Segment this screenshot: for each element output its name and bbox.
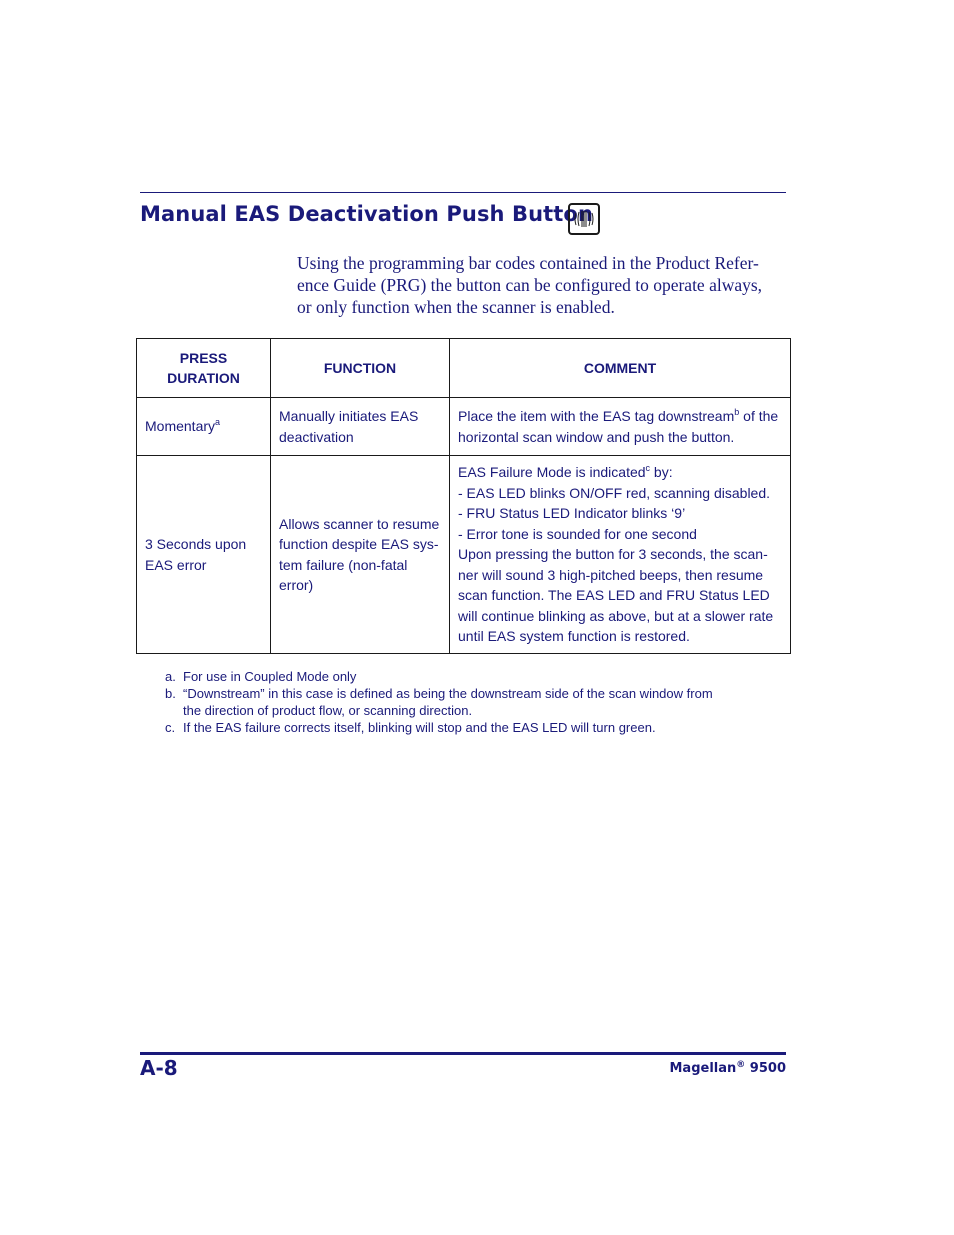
- function-line: function despite EAS sys-: [279, 536, 439, 552]
- comment-text: by:: [650, 464, 673, 481]
- press-line: EAS error: [145, 556, 207, 573]
- function-cell: [271, 398, 450, 456]
- footnote-ref: c: [645, 463, 651, 474]
- footnote-text: the direction of product flow, or scanning direction.: [183, 703, 473, 718]
- bottom-rule: [140, 1052, 786, 1055]
- comment-text: EAS Failure Mode is indicated: [458, 464, 646, 481]
- function-line: error): [279, 577, 314, 593]
- function-line: deactivation: [279, 428, 354, 445]
- header-press-duration: [137, 339, 271, 398]
- comment-cell: [450, 398, 791, 456]
- footnote-c: [165, 719, 713, 736]
- comment-line: horizontal scan window and push the button.: [458, 428, 735, 445]
- press-cell: [137, 456, 271, 654]
- footnotes: [165, 668, 713, 736]
- comment-line: scan function. The EAS LED and FRU Status LED: [458, 587, 770, 604]
- header-press-line1: PRESS: [179, 349, 228, 366]
- registered-mark: ®: [736, 1060, 746, 1070]
- table-header-row: [137, 339, 791, 398]
- function-line: Allows scanner to resume: [279, 515, 440, 532]
- product-name: [670, 1061, 787, 1076]
- comment-cell: [450, 456, 791, 654]
- comment-line: will continue blinking as above, but at a slower rate: [458, 607, 774, 624]
- function-line: tem failure (non-fatal: [279, 556, 408, 573]
- comment-line: ner will sound 3 high-pitched beeps, then resume: [458, 566, 764, 583]
- footnote-text: If the EAS failure corrects itself, blinking will stop and the EAS LED will turn green.: [183, 720, 656, 735]
- comment-text: Place the item with the EAS tag downstream: [458, 408, 735, 424]
- section-title: Manual EAS Deactivation Push Button: [140, 202, 594, 226]
- comment-line: [458, 462, 782, 483]
- model-text: 9500: [745, 1061, 786, 1076]
- press-line: 3 Seconds upon: [145, 536, 247, 552]
- comment-line: Upon pressing the button for 3 seconds, the scan-: [458, 546, 768, 563]
- header-comment: COMMENT: [450, 339, 791, 398]
- header-function: FUNCTION: [271, 339, 450, 398]
- footnote-text: “Downstream” in this case is defined as being the downstream side of the scan window from: [183, 686, 713, 701]
- comment-line: - Error tone is sounded for one second: [458, 525, 697, 542]
- footnote-a: [165, 668, 713, 685]
- footnote-ref: a: [215, 417, 221, 428]
- eas-button-table: [136, 338, 791, 654]
- intro-line: Using the programming bar codes contained in the Product Refer-: [297, 253, 759, 273]
- press-cell: [137, 398, 271, 456]
- comment-line: - FRU Status LED Indicator blinks ‘9’: [458, 505, 686, 522]
- footnote-ref: b: [734, 407, 740, 417]
- footnote-mark: b.: [165, 686, 176, 701]
- table-row: [137, 456, 791, 654]
- header-press-line2: DURATION: [167, 370, 240, 386]
- footnote-b: [165, 685, 713, 719]
- intro-line: or only function when the scanner is enabled.: [297, 297, 615, 317]
- function-line: Manually initiates EAS: [279, 408, 419, 424]
- eas-push-button-icon: [568, 203, 600, 235]
- table-row: [137, 398, 791, 456]
- comment-text: of the: [739, 408, 779, 424]
- top-rule: [140, 192, 786, 193]
- footnote-mark: c.: [165, 720, 176, 735]
- press-text: Momentary: [145, 418, 216, 435]
- page-number: A-8: [140, 1056, 178, 1080]
- function-cell: [271, 456, 450, 654]
- comment-line: until EAS system function is restored.: [458, 628, 690, 645]
- product-text: Magellan: [669, 1061, 737, 1076]
- comment-line: - EAS LED blinks ON/OFF red, scanning disabled.: [458, 484, 771, 501]
- footnote-text: For use in Coupled Mode only: [183, 669, 357, 684]
- comment-line: [458, 406, 782, 427]
- intro-paragraph: [297, 252, 783, 318]
- footnote-mark: a.: [165, 669, 176, 684]
- intro-line: ence Guide (PRG) the button can be configured to operate always,: [297, 275, 763, 295]
